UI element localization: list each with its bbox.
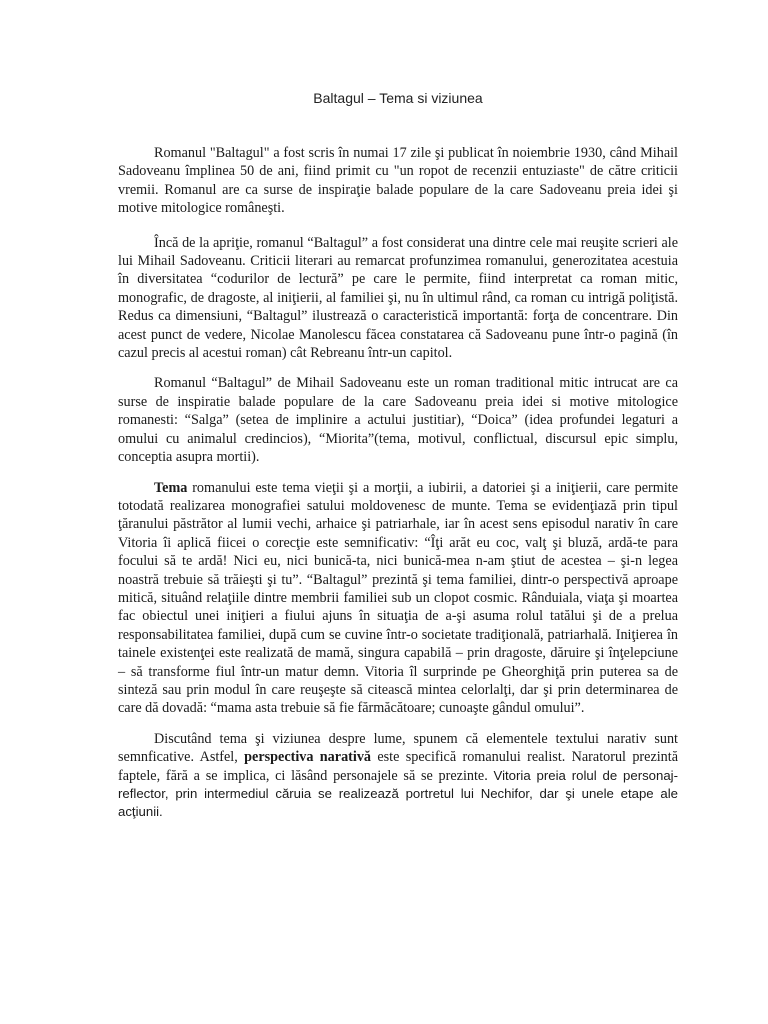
paragraph-5-text-a: Discutând tema şi viziunea despre lume, spunem că elementele textului narativ sunt semnficative. Astfel, (118, 730, 678, 766)
paragraph-5-text-b: este specifică romanului realist. Naratorul prezintă faptele, fără a se implica, ci lăsând personajele să se prezinte. (118, 749, 679, 784)
paragraph-4 (118, 479, 678, 718)
document-title: Baltagul – Tema si viziunea (313, 90, 483, 106)
paragraph-5-text-c: Vitoria preia rolul de personaj-reflector, prin intermediul căruia se realizează portretul lui Nechifor, dar şi unele etape ale acţiunii. (118, 767, 679, 820)
narrative-perspective-bold-term: perspectiva narativă (244, 749, 372, 766)
paragraph-5 (118, 730, 678, 822)
paragraph-1: Romanul "Baltagul" a fost scris în numai 17 zile şi publicat în noiembrie 1930, când Mihail Sadoveanu împlinea 50 de ani, fiind primit cu "un ropot de recenzii entuziaste" de către criticii vremii. Romanul are ca surse de inspiraţie balade populare de la care Sadoveanu preia idei şi motive mitologice româneşti. (118, 145, 678, 217)
paragraph-3: Romanul “Baltagul” de Mihail Sadoveanu este un roman traditional mitic intrucat are ca surse de inspiratie balade populare de la care Sadoveanu preia idei si motive mitologice romanesti: “Salga” (setea de implinire a actului justitiar), “Doica” (idea profundei legaturi a omului cu animalul credincios), “Miorita”(tema, motivul, conflictual, discursul epic simplu, conceptia asupra mortii). (118, 375, 678, 466)
document-page (118, 90, 678, 832)
paragraph-4-text: romanului este tema vieţii şi a morţii, a iubirii, a datoriei şi a iniţierii, care permite totodată realizarea monografiei satului moldovenesc de munte. Tema se evidenţiază prin tipul ţăranului păstrător al lumii vechi, arhaice şi patriarhale, iar în acest sens episodul narativ în care Vitoria îi aplică fiicei o corecţie este semnificativ: “Îţi arăt eu coc, valţ şi bluză, ardă-te para focului să te ardă! Nici eu, nici bunică-ta, nici bunică-mea n-am ştiut de acestea – şi-n legea noastră trebuie să trăieşti şi tu”. “Baltagul” prezintă şi tema familiei, dintr-o perspectivă aproape mitică, situând relaţiile dintre membrii familiei sub un clopot cosmic. Rânduiala, viaţa şi moartea fac obiectul unei iniţieri a fiului ajuns în situaţia de a-şi asuma rolul tatălui şi de a prelua responsabilitatea familiei, după cum se cuvine într-o societate tradiţională, patriarhală. Iniţierea în tainele existenţei este realizată de mamă, singura capabilă – prin dragoste, dăruire şi înţelepciune – să transforme fiul într-un matur demn. Vitoria îl surprinde pe Gheorghiţă prin puterea sa de sinteză sau prin modul în care reuşeşte să citească mintea celorlalţi, dar şi prin determinarea de care dă dovadă: “mama asta trebuie să fie fărmăcătoare; cunoaşte gândul omului”. (118, 479, 678, 717)
theme-bold-term: Tema (154, 479, 188, 496)
paragraph-2: Încă de la apriţie, romanul “Baltagul” a fost considerat una dintre cele mai reuşite scrieri ale lui Mihail Sadoveanu. Criticii literari au remarcat profunzimea romanului, generozitatea acestuia în diversitatea “codurilor de lectură” pe care le permite, fiind interpretat ca roman mitic, monografic, de dragoste, al iniţierii, al familiei şi, nu în ultimul rând, ca roman cu intrigă poliţistă. Redus ca dimensiuni, “Baltagul” ilustrează o caracteristică importantă: forţa de concentrare. Din acest punct de vedere, Nicolae Manolescu făcea constatarea că Sadoveanu pune într-o pagină (în cazul precis al acestui roman) cât Rebreanu într-un capitol. (118, 234, 678, 362)
